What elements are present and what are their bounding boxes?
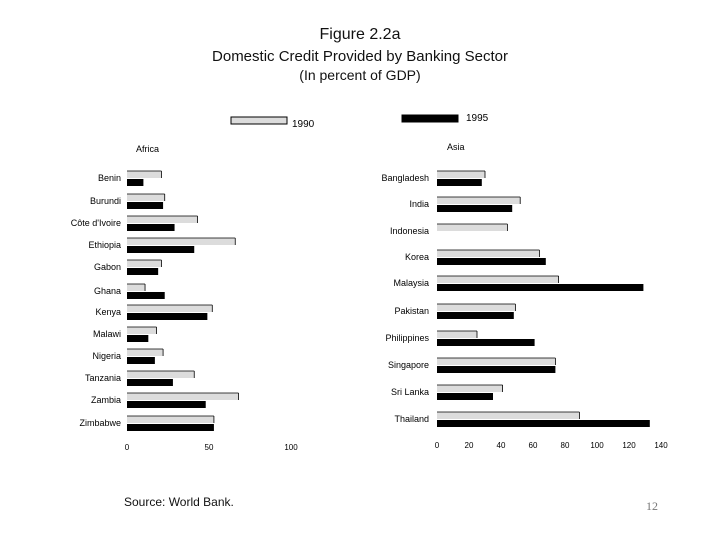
- category-label: Thailand: [394, 414, 429, 424]
- bar-1990: [127, 305, 212, 312]
- x-tick-label: 60: [528, 441, 538, 450]
- source-note: Source: World Bank.: [124, 495, 234, 509]
- bar-1990: [437, 304, 515, 311]
- panel-label: Africa: [136, 144, 160, 154]
- bar-1995: [127, 179, 143, 186]
- bar-1995: [127, 357, 155, 364]
- category-label: Sri Lanka: [390, 387, 429, 397]
- legend-swatch-1990: [231, 117, 287, 124]
- x-tick-label: 20: [464, 441, 474, 450]
- bar-1995: [127, 246, 194, 253]
- bar-1995: [127, 335, 148, 342]
- x-tick-label: 0: [124, 443, 130, 452]
- bar-1990: [437, 385, 503, 392]
- bar-1995: [437, 258, 546, 265]
- category-label: Benin: [97, 173, 121, 183]
- category-label: Kenya: [95, 307, 121, 317]
- figure-title: Figure 2.2a: [319, 26, 401, 43]
- category-label: Singapore: [387, 360, 429, 370]
- category-label: Zambia: [90, 395, 121, 405]
- bar-1995: [437, 284, 643, 291]
- category-label: Burundi: [89, 196, 121, 206]
- bar-1990: [437, 276, 559, 283]
- bar-1990: [127, 349, 163, 356]
- bar-1995: [437, 205, 512, 212]
- bar-1995: [437, 366, 555, 373]
- category-label: Nigeria: [92, 351, 121, 361]
- bar-1990: [127, 284, 145, 291]
- panel-label: Asia: [447, 142, 465, 152]
- bar-1995: [127, 202, 163, 209]
- x-tick-label: 100: [590, 441, 604, 450]
- x-tick-label: 40: [496, 441, 506, 450]
- bar-1995: [437, 312, 514, 319]
- category-label: Gabon: [93, 262, 121, 272]
- bar-1990: [127, 371, 194, 378]
- category-label: Malaysia: [393, 278, 429, 288]
- bar-1990: [127, 416, 214, 423]
- category-label: Philippines: [385, 333, 429, 343]
- x-tick-label: 140: [654, 441, 668, 450]
- chart-subtitle: Domestic Credit Provided by Banking Sector: [212, 48, 508, 65]
- bar-1990: [437, 224, 507, 231]
- bar-1990: [127, 194, 165, 201]
- bar-1990: [127, 171, 161, 178]
- x-tick-label: 120: [622, 441, 636, 450]
- legend-label-1995: 1995: [466, 113, 489, 124]
- bar-1995: [127, 424, 214, 431]
- category-label: Bangladesh: [381, 173, 429, 183]
- category-label: Malawi: [92, 329, 121, 339]
- bar-1995: [437, 420, 650, 427]
- page-number: 12: [646, 499, 658, 513]
- category-label: Pakistan: [394, 306, 429, 316]
- bar-1990: [127, 260, 161, 267]
- bar-1990: [127, 216, 198, 223]
- category-label: Indonesia: [389, 226, 429, 236]
- bar-1990: [437, 358, 555, 365]
- legend-swatch-1995: [402, 115, 458, 122]
- category-label: Ethiopia: [88, 240, 121, 250]
- bar-1995: [127, 292, 165, 299]
- bar-1995: [127, 268, 158, 275]
- bar-1990: [437, 250, 539, 257]
- x-tick-label: 50: [204, 443, 214, 452]
- chart-units-subtitle: (In percent of GDP): [299, 67, 421, 83]
- legend-label-1990: 1990: [292, 119, 315, 130]
- bar-1990: [437, 197, 520, 204]
- category-label: Zimbabwe: [79, 418, 121, 428]
- x-tick-label: 0: [434, 441, 440, 450]
- x-tick-label: 80: [560, 441, 570, 450]
- bar-1995: [437, 339, 535, 346]
- bar-1995: [127, 313, 207, 320]
- category-label: India: [409, 199, 429, 209]
- bar-1990: [127, 327, 157, 334]
- x-tick-label: 100: [284, 443, 298, 452]
- bar-1990: [437, 412, 579, 419]
- bar-1990: [437, 331, 477, 338]
- bar-1995: [127, 224, 175, 231]
- bar-1990: [437, 171, 485, 178]
- bar-1995: [437, 393, 493, 400]
- category-label: Côte d'Ivoire: [70, 218, 121, 228]
- bar-1990: [127, 393, 239, 400]
- bar-1995: [127, 379, 173, 386]
- bar-1995: [127, 401, 206, 408]
- bar-1990: [127, 238, 235, 245]
- bar-1995: [437, 179, 482, 186]
- category-label: Ghana: [93, 286, 121, 296]
- category-label: Tanzania: [84, 373, 121, 383]
- category-label: Korea: [404, 252, 429, 262]
